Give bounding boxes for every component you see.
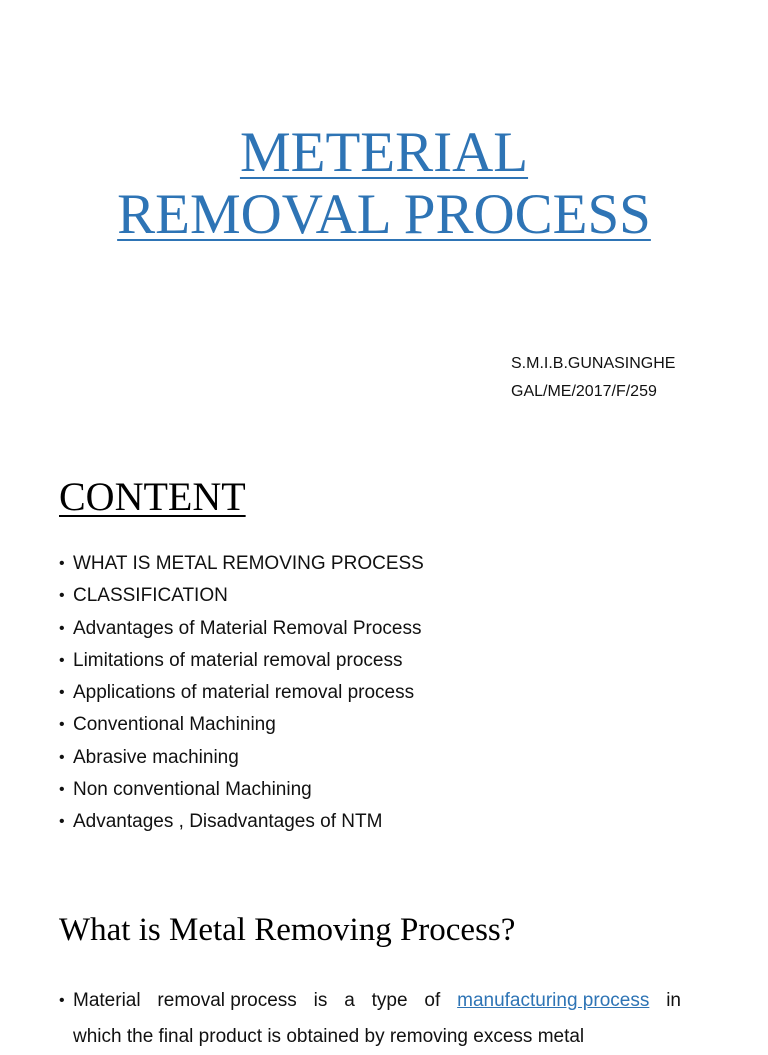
paragraph-word: • Material	[73, 990, 141, 1011]
list-item: • Conventional Machining	[59, 709, 424, 741]
paragraph-line-1	[59, 983, 681, 1019]
list-item: • Abrasive machining	[59, 742, 424, 774]
slide-title-heading	[0, 122, 768, 246]
title-line-1: METERIAL	[239, 121, 529, 184]
title-line-2: REMOVAL PROCESS	[117, 183, 651, 246]
paragraph-word: in	[666, 990, 681, 1011]
author-block	[511, 350, 675, 406]
content-heading: CONTENT	[59, 474, 246, 519]
author-id: GAL/ME/2017/F/259	[511, 383, 657, 400]
list-item: • WHAT IS METAL REMOVING PROCESS	[59, 548, 424, 580]
paragraph-word: type	[371, 990, 408, 1011]
list-item: • Advantages , Disadvantages of NTM	[59, 806, 424, 838]
definition-paragraph	[59, 983, 681, 1055]
section-heading: What is Metal Removing Process?	[59, 912, 516, 948]
list-item: • Advantages of Material Removal Process	[59, 613, 424, 645]
paragraph-word: is	[313, 990, 328, 1011]
paragraph-word: removal process	[157, 990, 297, 1011]
content-list	[59, 548, 424, 839]
manufacturing-process-link[interactable]: manufacturing process	[457, 990, 650, 1011]
paragraph-word: a	[344, 990, 355, 1011]
author-name: S.M.I.B.GUNASINGHE	[511, 355, 676, 372]
list-item: • Applications of material removal process	[59, 677, 424, 709]
list-item: • Limitations of material removal process	[59, 645, 424, 677]
list-item: • CLASSIFICATION	[59, 580, 424, 612]
paragraph-word: of	[424, 990, 441, 1011]
paragraph-line-2: which the final product is obtained by removing excess metal	[73, 1026, 585, 1047]
list-item: • Non conventional Machining	[59, 774, 424, 806]
